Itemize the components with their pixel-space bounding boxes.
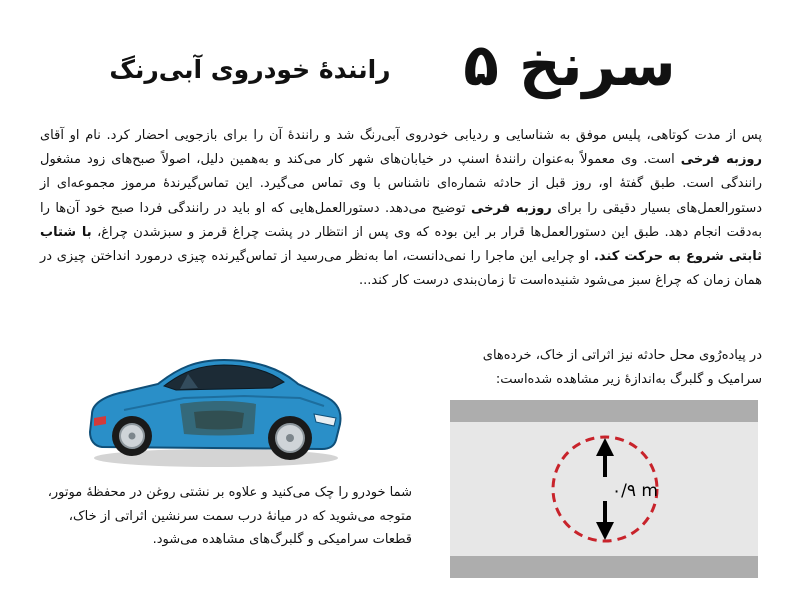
intro-text-part-1: پس از مدت کوتاهی، پلیس موفق به شناسایی و ردیابی خودروی آبی‌رنگ شد و رانندهٔ آن را برای بازجویی احضار کرد. نام او آقای — [40, 128, 762, 143]
intro-text-part-4: او چرایی این ماجرا را نمی‌دانست، اما به‌نظر می‌رسید از تماس‌گیرنده چیزی درمورد انداختن چیزی در همان زمان که چراغ سبز می‌شود شنیده‌است تا زمان‌بندی درست کار کند... — [40, 249, 762, 289]
intro-text-part-2: است. وی معمولاً به‌عنوان رانندهٔ اسنپ در خیابان‌های شهر کار می‌کند و به‌همین دلیل، اصولاً صبح‌های زود مشغول رانندگی است. طبق گفتهٔ او، روز قبل از حادثه شماره‌ای ناشناس با وی تماس می‌گیرد. این تماس‌گیرندهٔ مرموز مجموعه‌ای از دستورالعمل‌های بسیار دقیقی را برای — [40, 152, 762, 216]
intro-text-part-3: توضیح می‌دهد. دستورالعمل‌هایی که او باید در رانندگی فردا صبح خود آن‌ها را به‌دقت انجام دهد. طبق این دستورالعمل‌ها قرار بر این بوده که وی پس از انتظار در پشت چراغ قرمز و سبزشدن چراغ، — [40, 200, 763, 240]
clue-subtitle: رانندهٔ خودروی آبی‌رنگ — [109, 55, 391, 84]
car-inspection-text: شما خودرو را چک می‌کنید و علاوه بر نشتی روغن در محفظهٔ موتور، متوجه می‌شوید که در میانهٔ درب سمت سرنشین اثراتی از خاک، قطعات سرامیکی و گلبرگ‌های مشاهده می‌شود. — [47, 485, 412, 547]
clue-title: سرنخ ۵ — [463, 31, 676, 99]
road-strip-bottom — [450, 556, 758, 578]
sidewalk-stain-diagram — [450, 400, 758, 578]
acceleration-instruction: با شتاب ثابتی شروع به حرکت کند. — [40, 224, 762, 265]
sidewalk-evidence-text: در پیاده‌رُوی محل حادثه نیز اثراتی از خاک، خرده‌های سرامیک و گلبرگ به‌اندازهٔ زیر مشاهده شده‌است: — [482, 348, 762, 387]
diameter-label: ۰/۹ m — [612, 481, 658, 501]
road-strip-top — [450, 400, 758, 422]
intro-paragraph — [40, 124, 762, 293]
suspect-name: روزبه فرخی — [680, 152, 762, 168]
suspect-name-repeat: روزبه فرخی — [470, 200, 552, 216]
blue-car-image — [84, 352, 346, 474]
